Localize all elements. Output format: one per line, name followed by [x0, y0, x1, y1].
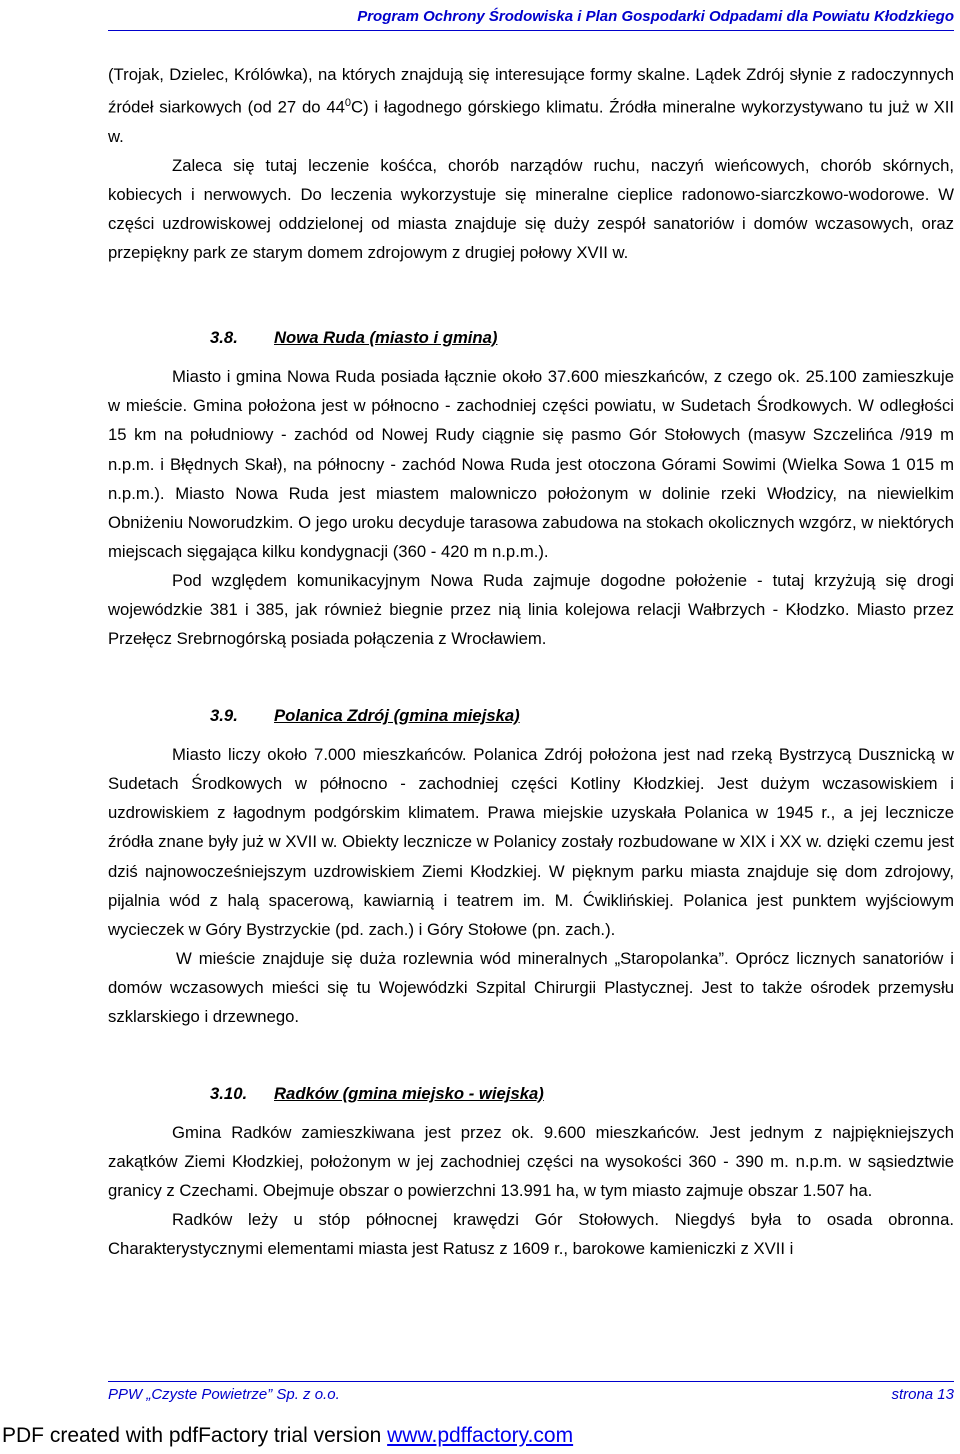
page-header — [108, 6, 954, 31]
pdf-trial-banner — [2, 1424, 573, 1448]
section-paragraph: Miasto i gmina Nowa Ruda posiada łącznie około 37.600 mieszkańców, z czego ok. 25.100 zamieszkuje w mieście. Gmina położona jest w północno - zachodniej części powiatu, w Sudetach Środkowych. W odległości 15 km na południowy - zachód od Nowej Rudy ciągnie się pasmo Gór Stołowych (masyw Szczelińca /919 m n.p.m. i Błędnych Skał), na północny - zachód Nowa Ruda jest otoczona Górami Sowimi (Wielka Sowa 1 015 m n.p.m.). Miasto Nowa Ruda jest miastem malowniczo położonym w dolinie rzeki Włodzicy, na niewielkim Obniżeniu Noworudzkim. O jego uroku decyduje tarasowa zabudowa na stokach okolicznych wzgórz, w niektórych miejscach sięgająca kilku kondygnacji (360 - 420 m n.p.m.). — [108, 367, 954, 561]
section-number: 3.10. — [210, 1084, 248, 1104]
section-heading — [108, 323, 954, 352]
intro-paragraph-2: Zaleca się tutaj leczenie kośćca, chorób narządów ruchu, naczyń wieńcowych, chorób skórnych, kobiecych i nerwowych. Do leczenia wykorzystuje się mineralne cieplice radonowo-siarczkowo-wodorowe. W części uzdrowiskowej oddzielonej od miasta znajduje się duży zespół sanatoriów i domów wczasowych, oraz przepiękny park ze starym domem zdrojowym z drugiej połowy XVII w. — [108, 155, 954, 263]
page-footer — [108, 1381, 954, 1403]
section-heading — [108, 1079, 954, 1108]
section-heading — [108, 701, 954, 730]
section-title: Nowa Ruda (miasto i gmina) — [274, 328, 498, 348]
header-title: Program Ochrony Środowiska i Plan Gospodarki Odpadami dla Powiatu Kłodzkiego — [357, 8, 954, 25]
section-paragraph: Gmina Radków zamieszkiwana jest przez ok. 9.600 mieszkańców. Jest jednym z najpiękniejszych zakątków Ziemi Kłodzkiej, położonym w jej zachodniej części na wysokości 360 - 390 m. n.p.m. w sąsiedztwie granicy z Czechami. Obejmuje obszar o powierzchni 13.991 ha, w tym miasto zajmuje obszar 1.507 ha. — [108, 1123, 954, 1201]
section-paragraph: W mieście znajduje się duża rozlewnia wód mineralnych „Staropolanka”. Oprócz licznych sanatoriów i domów wczasowych mieści się tu Wojewódzki Szpital Chirurgii Plastycznej. Jest to także ośrodek przemysłu szklarskiego i drzewnego. — [108, 948, 954, 1026]
pdf-banner-text: PDF created with pdfFactory trial version — [2, 1424, 388, 1447]
section-paragraph: Radków leży u stóp północnej krawędzi Gór Stołowych. Niegdyś była to osada obronna. Charakterystycznymi elementami miasta jest Ratusz z 1609 r., barokowe kamieniczki z XVII i — [108, 1210, 954, 1259]
footer-company: PPW „Czyste Powietrze” Sp. z o.o. — [108, 1386, 340, 1403]
section-paragraph: Pod względem komunikacyjnym Nowa Ruda zajmuje dogodne położenie - tutaj krzyżują się drogi wojewódzkie 381 i 385, jak również biegnie przez nią linia kolejowa relacji Wałbrzych - Kłodzko. Miasto przez Przełęcz Srebrnogórską posiada połączenia z Wrocławiem. — [108, 570, 954, 649]
section-paragraph: Miasto liczy około 7.000 mieszkańców. Polanica Zdrój położona jest nad rzeką Bystrzycą Dusznicką w Sudetach Środkowych w północno - zachodniej części Kotliny Kłodzkiej. Jest dużym wczasowiskiem i uzdrowiskiem z łagodnym podgórskim klimatem. Prawa miejskie uzyskała Polanica w 1945 r., a jej lecznicze źródła znane były już w XVII w. Obiekty lecznicze w Polanicy zostały rozbudowane w XIX i XX w. dzięki czemu jest dziś najnowocześniejszym uzdrowiskiem Ziemi Kłodzkiej. W pięknym parku miasta znajduje się dom zdrojowy, pijalnia wód z halą spacerową, kawiarnią i teatrem im. M. Ćwiklińskiej. Polanica jest punktem wyjściowym wycieczek w Góry Bystrzyckie (pd. zach.) i Góry Stołowe (pn. zach.). — [108, 745, 954, 939]
section-number: 3.9. — [210, 706, 238, 726]
degree-superscript: 0 — [344, 97, 352, 110]
intro-paragraph-1 — [108, 60, 954, 151]
page-number: strona 13 — [891, 1386, 954, 1403]
intro-text-b: C) i łagodnego górskiego klimatu. Źródła mineralne wykorzystywano tu już w XII w. — [108, 97, 955, 146]
section-number: 3.8. — [210, 328, 238, 348]
intro-text-a: (Trojak, Dzielec, Królówka), na których znajdują się interesujące formy skalne. Lądek Zdrój słynie z radoczynnych źródeł siarkowych (od 27 do 44 — [108, 65, 954, 117]
section-title: Polanica Zdrój (gmina miejska) — [274, 706, 520, 726]
pdffactory-link[interactable]: www.pdffactory.com — [387, 1424, 574, 1447]
section-title: Radków (gmina miejsko - wiejska) — [274, 1084, 544, 1104]
document-body — [108, 60, 954, 1264]
